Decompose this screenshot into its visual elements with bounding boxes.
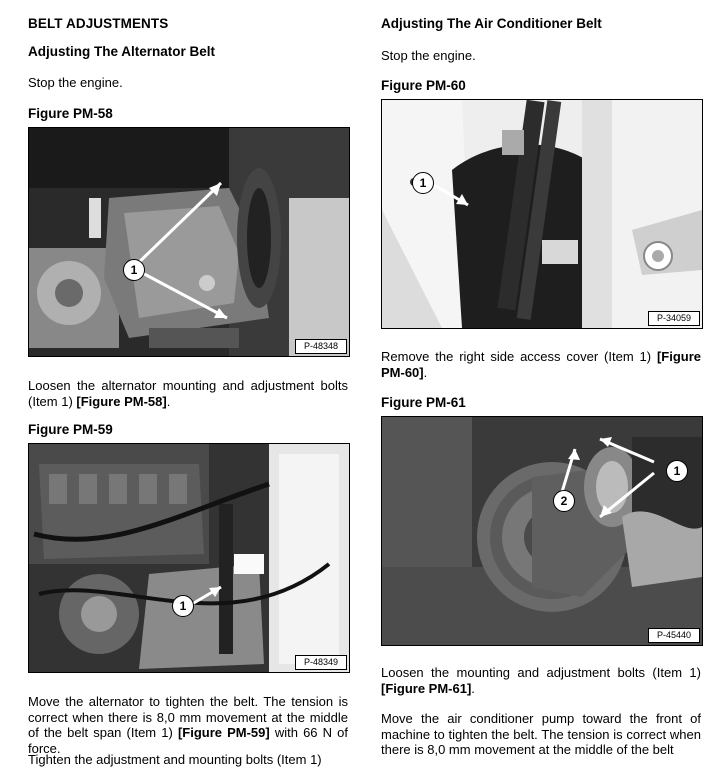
photo-number-pm61: P-45440: [648, 628, 700, 643]
stop-engine-text-left: Stop the engine.: [28, 75, 123, 90]
move-ac-pump-text: Move the air conditioner pump toward the front of machine to tighten the belt. The tension is correct when there is 8,0 mm movement at the middle of the belt: [381, 711, 701, 757]
figure-label-pm61: Figure PM-61: [381, 395, 466, 410]
loosen-ac-bolts-text: Loosen the mounting and adjustment bolts (Item 1) [Figure PM-61].: [381, 665, 701, 696]
callout-1-pm59: 1: [172, 595, 194, 617]
figure-label-pm60: Figure PM-60: [381, 78, 466, 93]
section-heading-alternator: Adjusting The Alternator Belt: [28, 44, 216, 59]
photo-number-pm58: P-48348: [295, 339, 347, 354]
remove-access-cover-text: Remove the right side access cover (Item 1) [Figure PM-60].: [381, 349, 701, 380]
callout-1-pm61: 1: [666, 460, 688, 482]
figure-pm58-photo: [28, 127, 350, 357]
figure-pm60-photo: [381, 99, 703, 329]
photo-number-pm59: P-48349: [295, 655, 347, 670]
figure-label-pm59: Figure PM-59: [28, 422, 113, 437]
move-alternator-text: Move the alternator to tighten the belt. The tension is correct when there is 8,0 mm movement at the middle of the belt span (Item 1) [Figure PM-59] with 66 N of force.: [28, 694, 349, 756]
figure-pm61-photo: [381, 416, 703, 646]
figure-pm59-photo: [28, 443, 350, 673]
stop-engine-text-right: Stop the engine.: [381, 48, 476, 63]
photo-number-pm60: P-34059: [648, 311, 700, 326]
page-title: BELT ADJUSTMENTS: [28, 16, 169, 31]
tighten-bolts-text: Tighten the adjustment and mounting bolts (Item 1): [28, 752, 322, 767]
loosen-alternator-text: Loosen the alternator mounting and adjustment bolts (Item 1) [Figure PM-58].: [28, 378, 348, 409]
callout-1-pm60: 1: [412, 172, 434, 194]
callout-1-pm58: 1: [123, 259, 145, 281]
figure-label-pm58: Figure PM-58: [28, 106, 113, 121]
section-heading-air-conditioner: Adjusting The Air Conditioner Belt: [381, 16, 602, 31]
callout-2-pm61: 2: [553, 490, 575, 512]
